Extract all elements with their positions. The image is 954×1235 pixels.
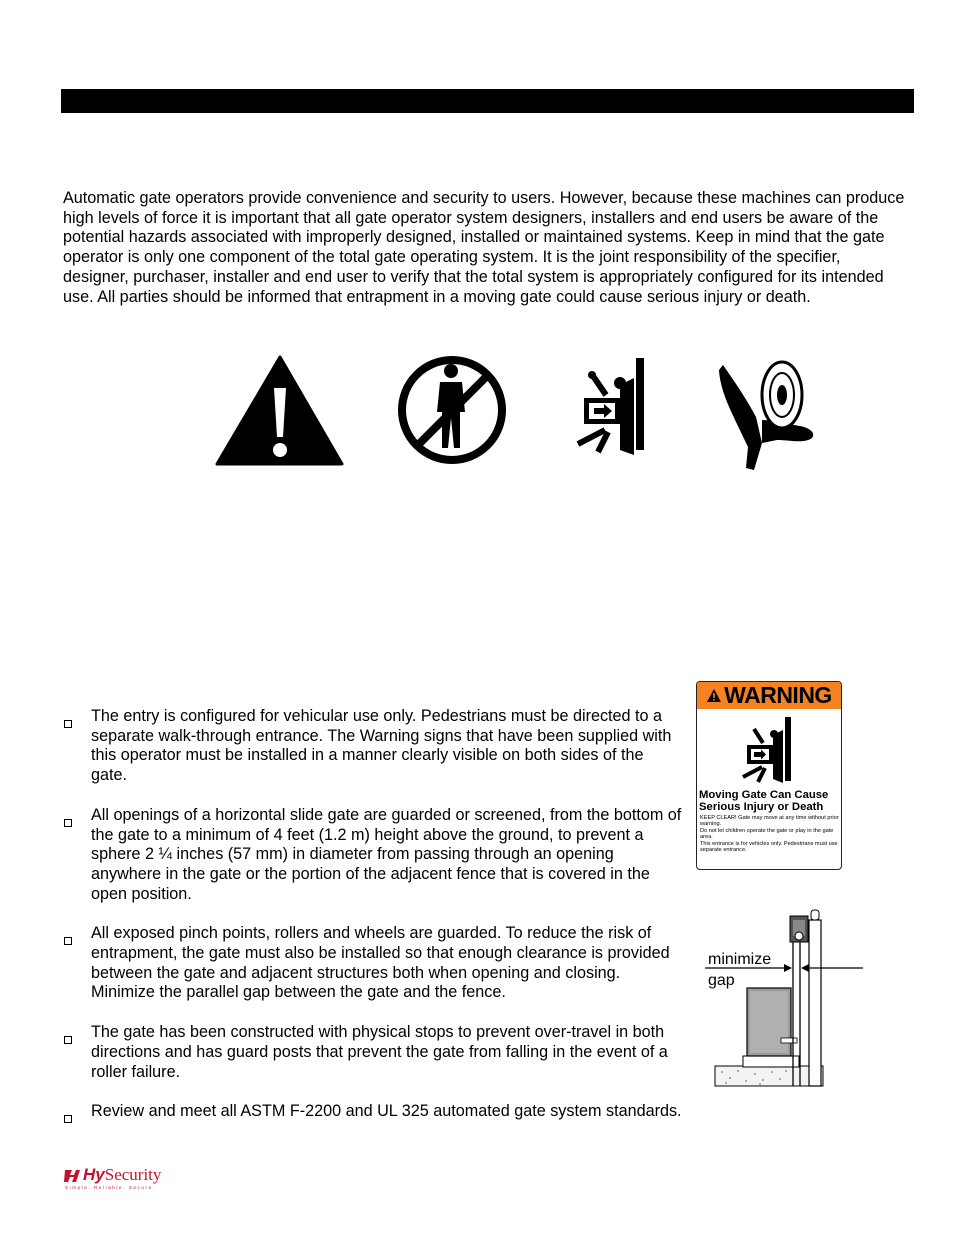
checkbox-bullet-icon <box>64 1115 72 1123</box>
warning-triangle-icon <box>706 688 722 703</box>
hand-pinch-roller-icon <box>719 362 813 470</box>
logo-brand: HySecurity <box>83 1165 162 1184</box>
hysecurity-mark-icon <box>62 1168 82 1184</box>
checkbox-bullet-icon <box>64 720 72 728</box>
minimize-gap-diagram <box>700 906 870 1090</box>
list-item: All exposed pinch points, rollers and wheels are guarded. To reduce the risk of entrapment, the gate must also be installed so that enough clearance is provided between the gate and adjacent structures both when opening and closing. Minimize the parallel gap between the gate and the fence. <box>62 924 682 1003</box>
logo-tagline: Simple. Reliable. Secure. <box>65 1185 156 1190</box>
section-title-bar <box>61 89 914 113</box>
crush-hazard-icon <box>733 715 805 783</box>
checkbox-bullet-icon <box>64 819 72 827</box>
warning-sign-fine-print: KEEP CLEAR! Gate may move at any time without prior warning. Do not let children operate the gate or play in the gate area. This entrance is for vehicles only. Pedestrians must use separate entrance. <box>700 815 839 854</box>
gap-label-minimize: minimize <box>708 951 772 968</box>
list-item: The entry is configured for vehicular use only. Pedestrians must be directed to a separate walk-through entrance. The Warning signs that have been supplied with this operator must be installed in a manner clearly visible on both sides of the gate. <box>62 707 682 786</box>
warning-triangle-icon <box>217 357 342 464</box>
list-item: The gate has been constructed with physical stops to prevent over-travel in both directions and has guard posts that prevent the gate from falling in the event of a roller failure. <box>62 1023 682 1082</box>
hysecurity-logo <box>62 1165 162 1195</box>
intro-paragraph: Automatic gate operators provide convenience and security to users. However, because these machines can produce high levels of force it is important that all gate operator system designers, installers and end users be aware of the potential hazards associated with improperly designed, installed or maintained systems. Keep in mind that the gate operator is only one component of the total gate operating system. It is the joint responsibility of the specifier, designer, purchaser, installer and end user to verify that the total system is appropriately configured for its intended use. All parties should be informed that entrapment in a moving gate could cause serious injury or death. <box>63 189 905 306</box>
no-pedestrian-icon <box>402 360 502 460</box>
warning-sign-header: WARNING <box>697 682 841 709</box>
crush-hazard-icon <box>578 358 644 455</box>
warning-sign-caption: Moving Gate Can Cause Serious Injury or Death <box>699 789 829 813</box>
gap-label-gap: gap <box>708 972 735 989</box>
list-item: All openings of a horizontal slide gate are guarded or screened, from the bottom of the gate to a minimum of 4 feet (1.2 m) height above the ground, to prevent a sphere 2 ¼ inches (57 mm) in diameter from passing through an opening anywhere in the gate or the portion of the adjacent fence that is covered in the open position. <box>62 806 682 905</box>
warning-sign <box>696 681 842 870</box>
checkbox-bullet-icon <box>64 1036 72 1044</box>
list-item: Review and meet all ASTM F-2200 and UL 325 automated gate system standards. <box>62 1102 682 1122</box>
checkbox-bullet-icon <box>64 937 72 945</box>
safety-checklist <box>62 707 682 1142</box>
